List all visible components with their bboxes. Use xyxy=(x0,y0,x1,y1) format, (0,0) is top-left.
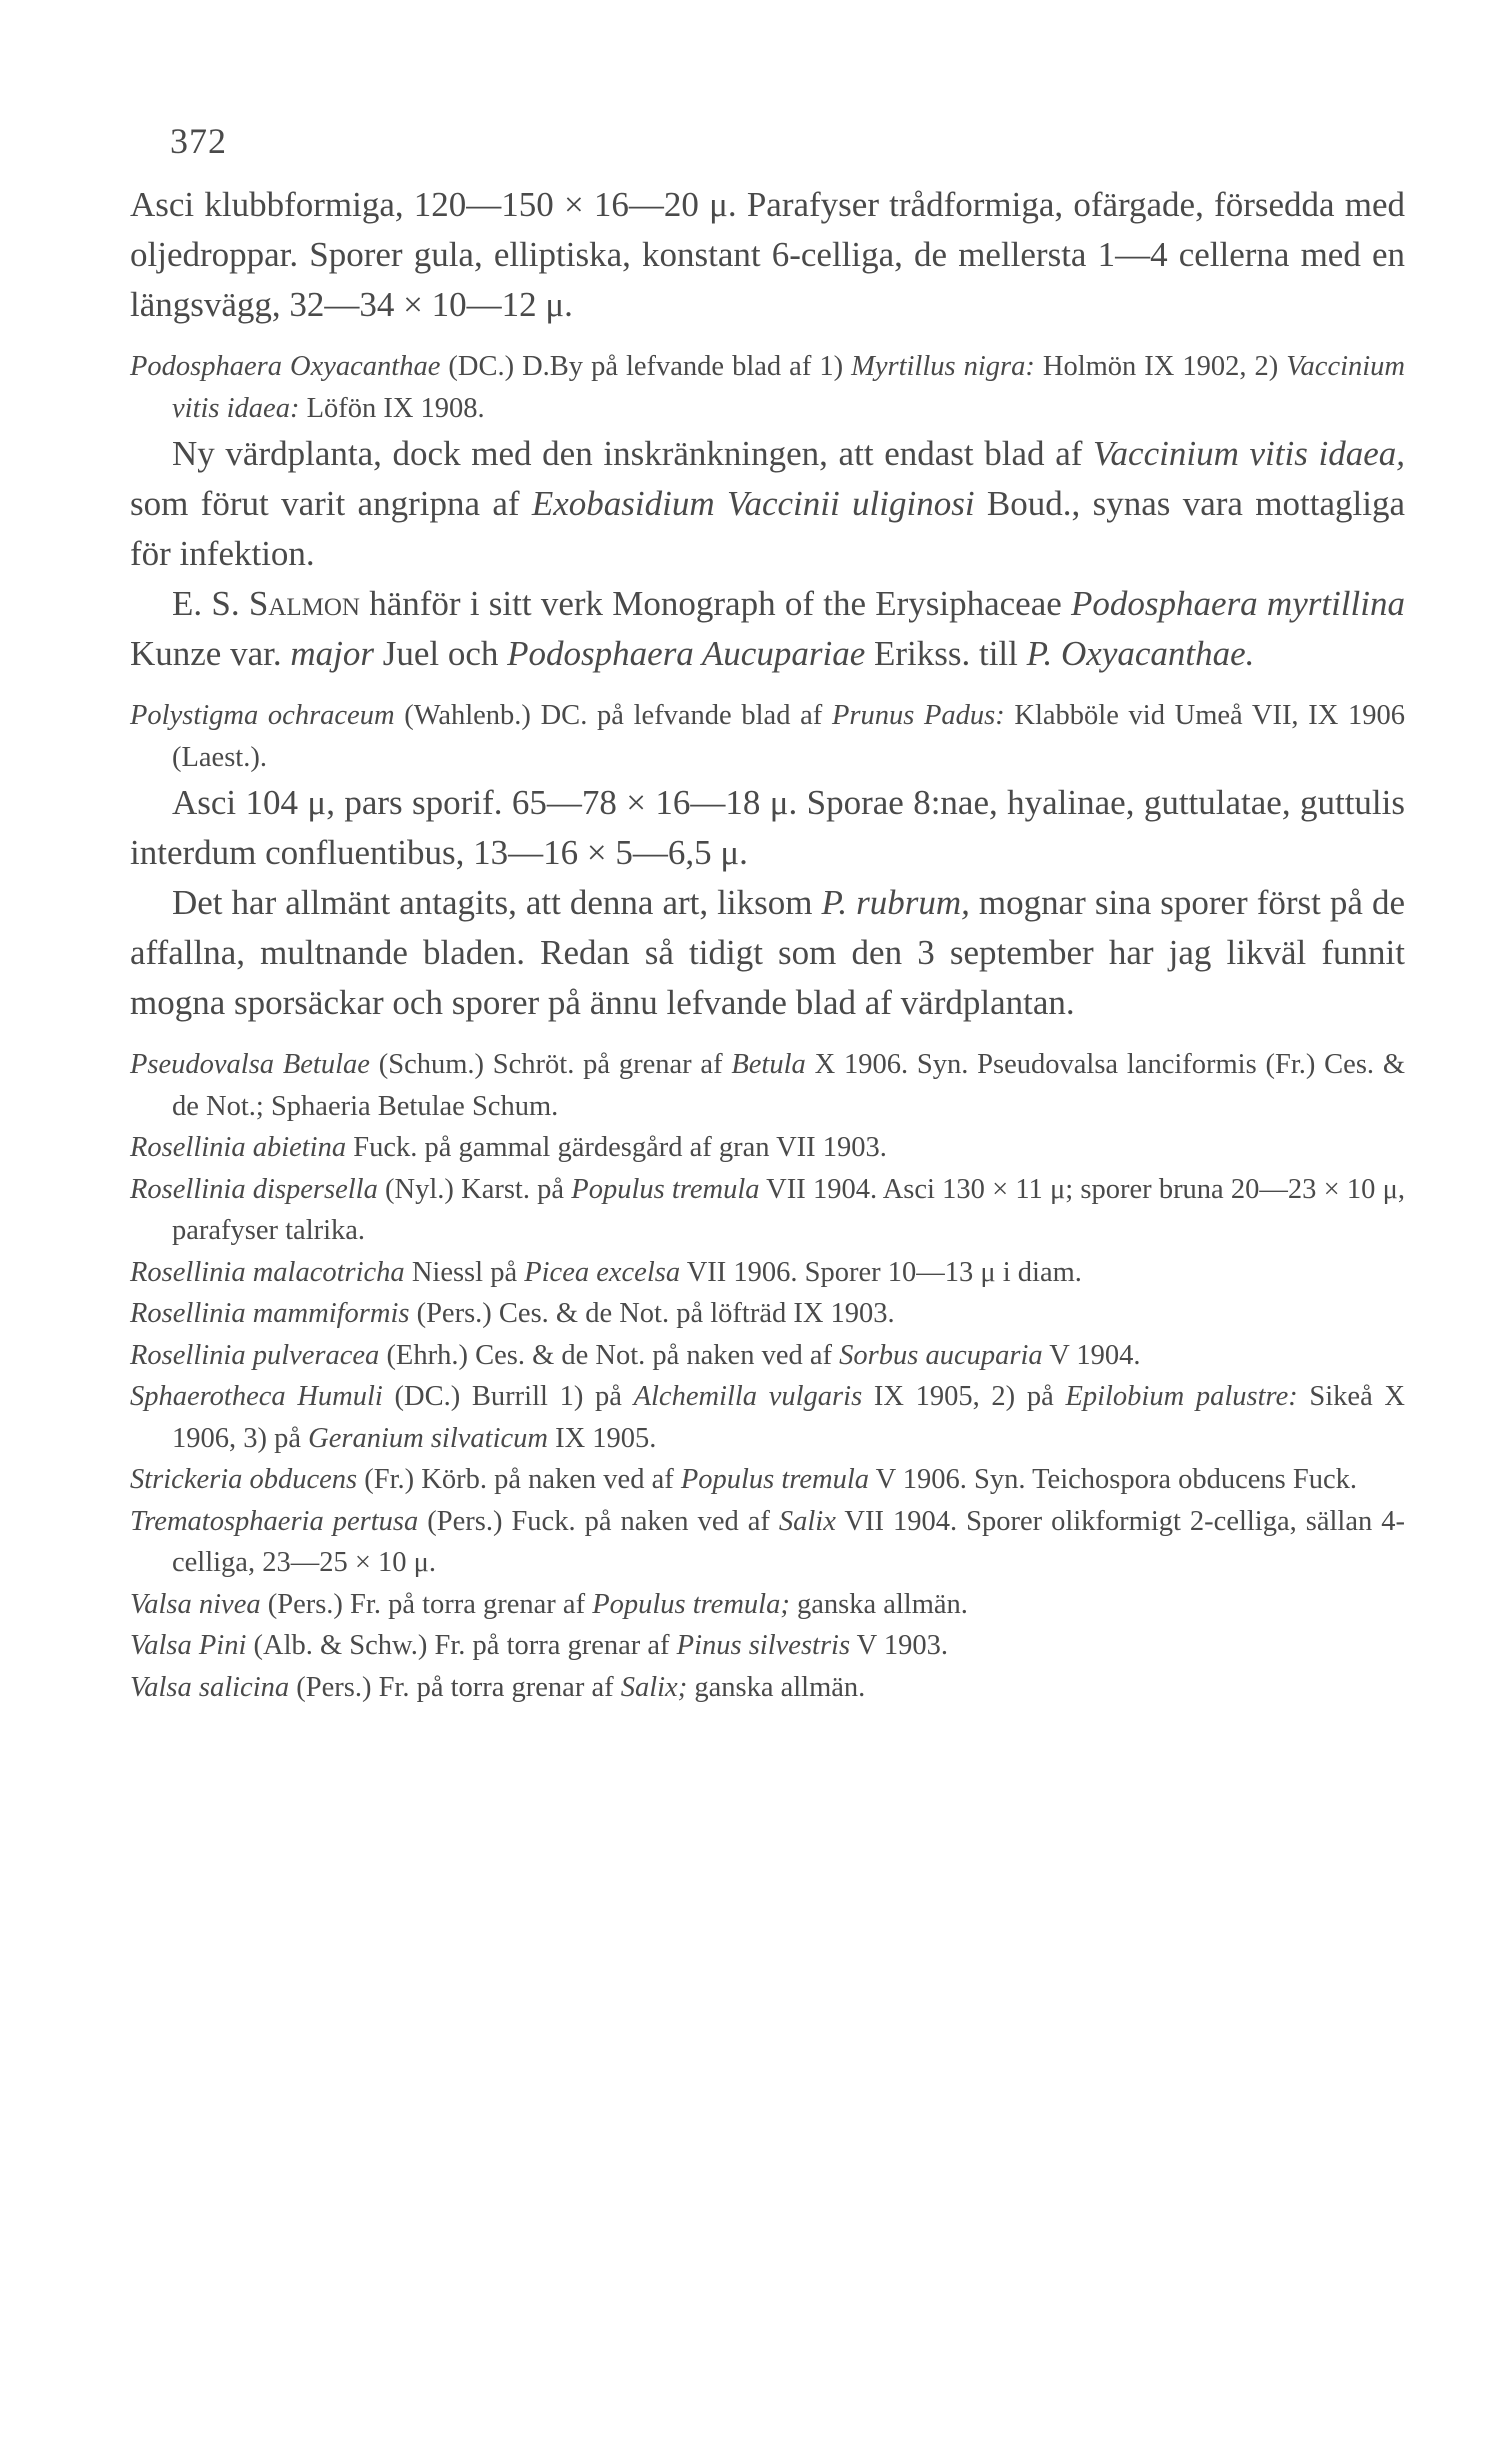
entry-text: V 1906. Syn. Teichospora obducens Fuck. xyxy=(869,1464,1358,1495)
italic-name: Podosphaera myrtillina xyxy=(1071,584,1405,623)
entry-text: (Fr.) Körb. på naken ved af xyxy=(357,1464,681,1495)
host-name: Pinus silvestris xyxy=(676,1630,851,1661)
host-name: Vaccinium vitis idaea: xyxy=(172,351,1406,424)
species-name: Rosellinia mammiformis xyxy=(130,1298,410,1329)
species-name: Rosellinia pulveracea xyxy=(130,1339,380,1371)
entry-text: Sikeå X 1906, 3) på xyxy=(172,1381,1405,1454)
entry-polystigma xyxy=(130,695,1405,778)
species-name: Trematosphaeria pertusa xyxy=(130,1505,419,1537)
text: E. S. xyxy=(172,584,249,623)
species-name: Valsa salicina xyxy=(130,1671,290,1703)
entry-text: IX 1905, 2) på xyxy=(862,1381,1066,1412)
entry-text: (Pers.) Fuck. på naken ved af xyxy=(418,1505,779,1537)
entry-text: (Alb. & Schw.) Fr. på torra grenar af xyxy=(246,1630,677,1661)
entry-rosellinia-mammiformis xyxy=(130,1293,1405,1335)
text: Erikss. till xyxy=(865,634,1027,673)
species-name: Sphaerotheca Humuli xyxy=(130,1381,383,1412)
entry-text: Klabböle vid Umeå VII, IX 1906 (Laest.). xyxy=(172,700,1405,773)
species-name: Rosellinia malacotricha xyxy=(130,1256,405,1288)
entry-text: (Pers.) Fr. på torra grenar af xyxy=(260,1588,593,1620)
italic-name: Vaccinium vitis idaea, xyxy=(1093,434,1405,473)
text: Ny värdplanta, dock med den inskränkningen, att endast blad af xyxy=(172,434,1094,473)
entry-text: Fuck. på gammal gärdesgård af gran VII 1903. xyxy=(346,1132,887,1163)
entry-text: ganska allmän. xyxy=(687,1671,866,1703)
paragraph-salmon xyxy=(130,579,1405,679)
host-name: Alchemilla vulgaris xyxy=(633,1381,863,1412)
species-name: Valsa Pini xyxy=(130,1630,247,1661)
entry-text: (DC.) Burrill 1) på xyxy=(382,1381,634,1412)
species-name: Polystigma ochraceum xyxy=(130,700,395,731)
entry-text: Holmön IX 1902, 2) xyxy=(1034,351,1287,382)
entry-text: (Pers.) Fr. på torra grenar af xyxy=(289,1671,621,1703)
text: Kunze var. xyxy=(130,634,291,673)
entry-rosellinia-malacotricha xyxy=(130,1252,1405,1294)
host-name: Epilobium palustre: xyxy=(1065,1381,1298,1412)
entry-rosellinia-dispersella xyxy=(130,1169,1405,1252)
text: Boud., synas vara mottagliga för infektion. xyxy=(130,484,1405,573)
italic-name: P. rubrum, xyxy=(821,883,970,922)
paragraph-mognar xyxy=(130,878,1405,1028)
host-name: Geranium silvaticum xyxy=(308,1422,548,1454)
species-name: Pseudovalsa Betulae xyxy=(130,1049,370,1080)
entry-text: V 1903. xyxy=(850,1630,948,1661)
entry-text: V 1904. xyxy=(1042,1339,1141,1371)
page-number: 372 xyxy=(170,121,227,161)
entry-text: ganska allmän. xyxy=(789,1588,968,1620)
host-name: Populus tremula xyxy=(680,1464,869,1495)
italic-name: Podosphaera Aucupariae xyxy=(507,634,866,673)
host-name: Prunus Padus: xyxy=(831,700,1005,731)
entry-text: VII 1904. Asci 130 × 11 μ; sporer bruna 20—23 × 10 μ, parafyser talrika. xyxy=(172,1173,1405,1246)
host-name: Myrtillus nigra: xyxy=(851,351,1035,382)
entry-podosphaera xyxy=(130,346,1405,429)
entry-sphaerotheca xyxy=(130,1376,1405,1459)
entry-text: (Pers.) Ces. & de Not. på löfträd IX 1903. xyxy=(409,1298,895,1329)
host-name: Sorbus aucuparia xyxy=(839,1339,1043,1371)
italic-name: P. Oxyacanthae. xyxy=(1026,634,1255,673)
host-name: Populus tremula xyxy=(571,1173,760,1205)
entry-text: (Nyl.) Karst. på xyxy=(377,1173,572,1205)
paragraph-vardplanta xyxy=(130,429,1405,579)
italic-name: major xyxy=(290,634,374,673)
host-name: Populus tremula; xyxy=(592,1588,790,1620)
page-content xyxy=(130,180,1405,1708)
species-name: Podosphaera Oxyacanthae xyxy=(130,351,441,382)
entry-trematosphaeria xyxy=(130,1501,1405,1584)
entry-text: VII 1906. Sporer 10—13 μ i diam. xyxy=(680,1256,1082,1288)
entry-text: Niessl på xyxy=(404,1256,525,1288)
text: Det har allmänt antagits, att denna art, liksom xyxy=(172,883,822,922)
entry-text: (DC.) D.By på lefvande blad af 1) xyxy=(440,351,852,382)
species-name: Rosellinia abietina xyxy=(130,1132,347,1163)
entry-text: (Wahlenb.) DC. på lefvande blad af xyxy=(394,700,832,731)
entry-text: IX 1905. xyxy=(547,1422,657,1454)
text: mognar sina sporer först på de affallna, multnande bladen. Redan så tidigt som den 3 september har jag likväl funnit mogna sporsäckar och sporer på ännu lefvande blad af värdplantan. xyxy=(130,883,1405,1022)
entry-valsa-salicina xyxy=(130,1667,1405,1709)
entry-text: X 1906. Syn. Pseudovalsa lanciformis (Fr.) Ces. & de Not.; Sphaeria Betulae Schum. xyxy=(172,1049,1406,1122)
entry-text: Löfön IX 1908. xyxy=(299,392,485,424)
host-name: Salix xyxy=(778,1505,836,1537)
paragraph-asci: Asci klubbformiga, 120—150 × 16—20 μ. Parafyser trådformiga, ofärgade, försedda med oljedroppar. Sporer gula, elliptiska, konstant 6-celliga, de mellersta 1—4 cellerna med en längsvägg, 32—34 × 10—12 μ. xyxy=(130,185,1405,324)
entry-text: (Schum.) Schröt. på grenar af xyxy=(369,1049,732,1080)
entry-text: VII 1904. Sporer olikformigt 2-celliga, sällan 4-celliga, 23—25 × 10 μ. xyxy=(172,1505,1405,1578)
host-name: Salix; xyxy=(620,1671,688,1703)
text: Juel och xyxy=(373,634,508,673)
entry-valsa-pini xyxy=(130,1625,1405,1667)
species-name: Valsa nivea xyxy=(130,1588,261,1620)
text: hänför i sitt verk Monograph of the Erysiphaceae xyxy=(359,584,1072,623)
species-name: Strickeria obducens xyxy=(130,1464,358,1495)
entry-rosellinia-pulveracea xyxy=(130,1335,1405,1377)
text: som förut varit angripna af xyxy=(130,484,532,523)
entry-text: (Ehrh.) Ces. & de Not. på naken ved af xyxy=(379,1339,840,1371)
host-name: Betula xyxy=(731,1049,806,1080)
entry-strickeria xyxy=(130,1459,1405,1501)
species-name: Rosellinia dispersella xyxy=(130,1173,378,1205)
host-name: Picea excelsa xyxy=(524,1256,681,1288)
paragraph-asci-latin: Asci 104 μ, pars sporif. 65—78 × 16—18 μ. Sporae 8:nae, hyalinae, guttulatae, guttulis interdum confluentibus, 13—16 × 5—6,5 μ. xyxy=(130,783,1405,872)
author-name: Salmon xyxy=(248,584,360,623)
entry-valsa-nivea xyxy=(130,1584,1405,1626)
italic-name: Exobasidium Vaccinii uliginosi xyxy=(531,484,975,523)
entry-rosellinia-abietina xyxy=(130,1127,1405,1169)
entry-pseudovalsa xyxy=(130,1044,1405,1127)
